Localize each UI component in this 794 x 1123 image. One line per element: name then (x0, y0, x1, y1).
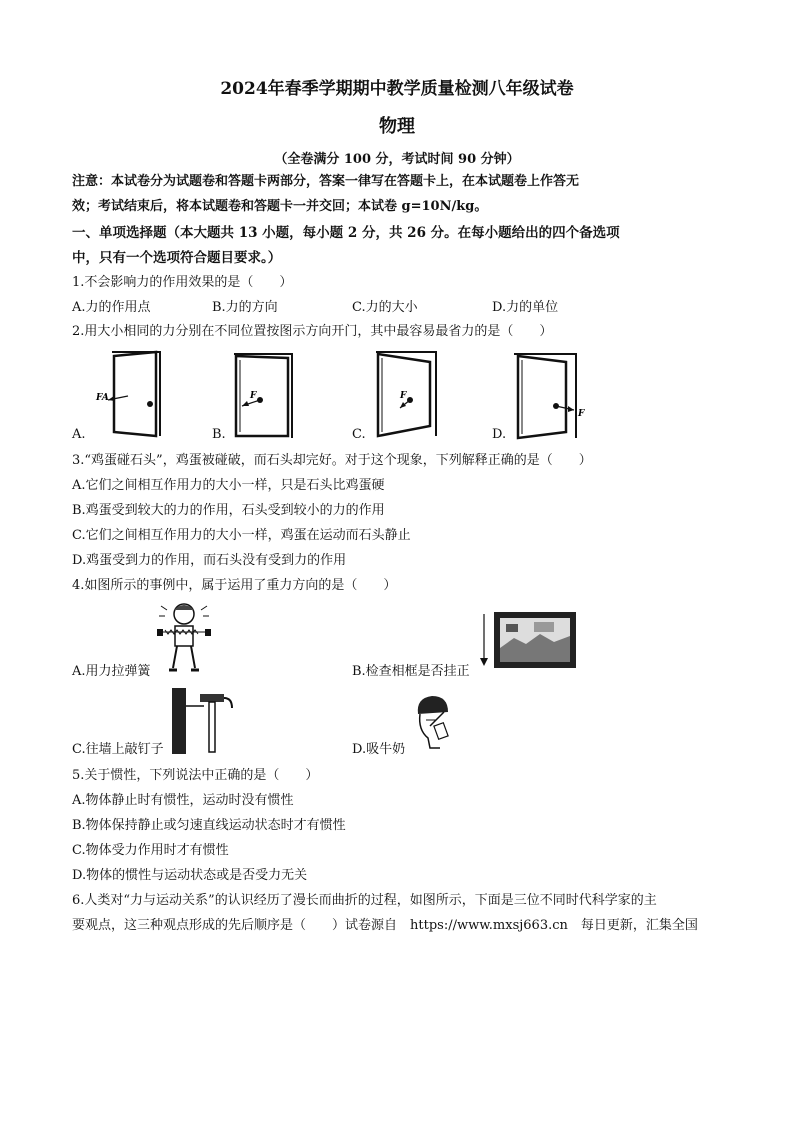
q4-option-a: A.用力拉弹簧 (72, 664, 151, 679)
picture-frame-figure (474, 608, 580, 672)
exam-info: （全卷满分 100 分，考试时间 90 分钟） (274, 152, 520, 167)
door-a-force-label: FA (96, 393, 109, 403)
q2-option-d: D. (492, 427, 507, 442)
door-c-force-label: F (400, 391, 407, 401)
hammer-wall-figure (170, 686, 236, 756)
door-figure-a (90, 348, 170, 440)
q1-option-a: A.力的作用点 (72, 300, 151, 315)
drinking-milk-figure (406, 690, 456, 754)
q3-option-c: C.它们之间相互作用力的大小一样，鸡蛋在运动而石头静止 (72, 528, 411, 543)
q2-option-c: C. (352, 427, 366, 442)
q4-option-d: D.吸牛奶 (352, 742, 406, 757)
q3-option-b: B.鸡蛋受到较大的力的作用，石头受到较小的力的作用 (72, 503, 385, 518)
door-figure-b (230, 350, 310, 440)
exam-title: 2024年春季学期期中教学质量检测八年级试卷 (220, 79, 574, 99)
q5-option-b: B.物体保持静止或匀速直线运动状态时才有惯性 (72, 818, 346, 833)
question-1-stem: 1.不会影响力的作用效果的是（ ） (72, 275, 293, 290)
q3-option-a: A.它们之间相互作用力的大小一样，只是石头比鸡蛋硬 (72, 478, 385, 493)
question-6-line-1: 6.人类对“力与运动关系”的认识经历了漫长而曲折的过程，如图所示，下面是三位不同时代科学家的主 (72, 893, 657, 908)
question-4-stem: 4.如图所示的事例中，属于运用了重力方向的是（ ） (72, 578, 397, 593)
section-heading-line-1: 一、单项选择题（本大题共 13 小题，每小题 2 分，共 26 分。在每小题给出的四个备选项 (72, 225, 620, 241)
q4-option-b: B.检查相框是否挂正 (352, 664, 470, 679)
door-figure-c (370, 348, 450, 440)
section-heading-line-2: 中，只有一个选项符合题目要求。） (72, 250, 282, 266)
q1-option-b: B.力的方向 (212, 300, 278, 315)
question-3-stem: 3.“鸡蛋碰石头”，鸡蛋被碰破，而石头却完好。对于这个现象，下列解释正确的是（ ） (72, 453, 592, 468)
q1-option-d: D.力的单位 (492, 300, 559, 315)
q1-option-c: C.力的大小 (352, 300, 418, 315)
notice-line-2: 效；考试结束后，将本试题卷和答题卡一并交回；本试卷 g=10N/kg。 (72, 199, 488, 214)
spring-puller-figure (155, 600, 213, 676)
q5-option-d: D.物体的惯性与运动状态或是否受力无关 (72, 868, 308, 883)
notice-line-1: 注意：本试卷分为试题卷和答题卡两部分，答案一律写在答题卡上，在本试题卷上作答无 (72, 174, 580, 189)
question-2-stem: 2.用大小相同的力分别在不同位置按图示方向开门，其中最容易最省力的是（ ） (72, 324, 553, 339)
question-6-line-2: 要观点，这三种观点形成的先后顺序是（ ）试卷源自 https://www.mxsj663.cn 每日更新，汇集全国 (72, 918, 698, 933)
door-figure-d (510, 350, 600, 440)
q3-option-d: D.鸡蛋受到力的作用，而石头没有受到力的作用 (72, 553, 347, 568)
q4-option-c: C.往墙上敲钉子 (72, 742, 164, 757)
question-5-stem: 5.关于惯性，下列说法中正确的是（ ） (72, 768, 319, 783)
q2-option-b: B. (212, 427, 226, 442)
q5-option-a: A.物体静止时有惯性，运动时没有惯性 (72, 793, 294, 808)
door-d-force-label: F (578, 409, 585, 419)
q5-option-c: C.物体受力作用时才有惯性 (72, 843, 229, 858)
door-b-force-label: F (250, 391, 257, 401)
subject-title: 物理 (379, 116, 415, 137)
q2-option-a: A. (72, 427, 86, 442)
